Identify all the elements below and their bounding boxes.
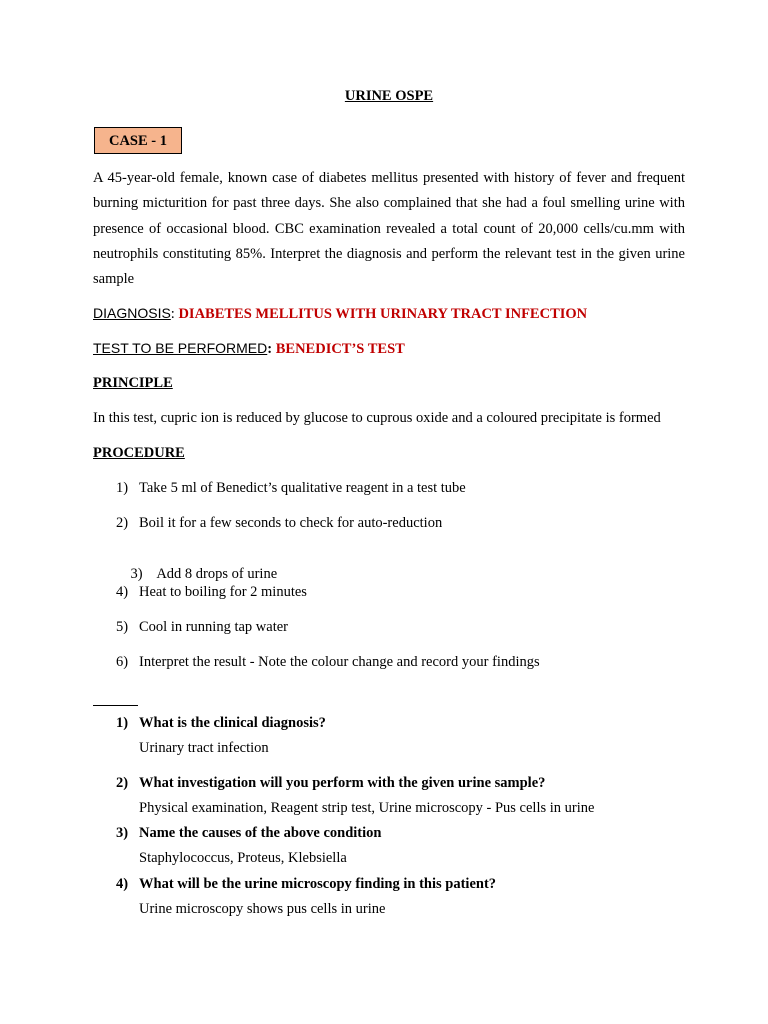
step-number: 2) <box>116 515 129 531</box>
principle-heading: PRINCIPLE <box>93 375 173 391</box>
step-number: 1) <box>116 480 129 496</box>
step-text: Add 8 drops of urine <box>153 566 278 582</box>
question-number: 3) <box>116 825 129 841</box>
step-number: 6) <box>116 654 129 670</box>
diagnosis-value: DIABETES MELLITUS WITH URINARY TRACT INFECTION <box>178 306 588 322</box>
question <box>116 825 381 842</box>
procedure-step <box>116 619 288 636</box>
step-text: Boil it for a few seconds to check for auto-reduction <box>139 515 443 531</box>
question <box>116 715 326 732</box>
question-text: What investigation will you perform with the given urine sample? <box>139 775 546 791</box>
question-number: 1) <box>116 715 129 731</box>
procedure-step <box>116 584 307 601</box>
step-text: Interpret the result - Note the colour change and record your findings <box>139 654 540 670</box>
diagnosis-line <box>93 305 587 323</box>
case-description: A 45-year-old female, known case of diabetes mellitus presented with history of fever and frequent burning micturition for past three days. She also complained that she had a foul smelling urine with presence of occasional blood. CBC examination revealed a total count of 20,000 cells/cu.mm with neutrophils constituting 85%. Interpret the diagnosis and perform the relevant test in the given urine sample <box>93 170 685 288</box>
test-label: TEST TO BE PERFORMED <box>93 340 268 356</box>
test-line <box>93 340 405 358</box>
diagnosis-label: DIAGNOSIS <box>93 305 171 321</box>
step-text: Cool in running tap water <box>139 619 289 635</box>
question-text: What will be the urine microscopy finding in this patient? <box>139 876 497 892</box>
diagnosis-separator: : <box>170 306 179 322</box>
answer-text: Physical examination, Reagent strip test, Urine microscopy - Pus cells in urine <box>139 800 595 816</box>
question-text: Name the causes of the above condition <box>139 825 382 841</box>
case-label-box: CASE - 1 <box>94 127 182 154</box>
answer-text: Urine microscopy shows pus cells in urine <box>139 901 386 917</box>
principle-text: In this test, cupric ion is reduced by glucose to cuprous oxide and a coloured precipitate is formed <box>93 410 661 426</box>
question-text: What is the clinical diagnosis? <box>139 715 326 731</box>
procedure-step <box>116 515 442 532</box>
step-number: 5) <box>116 619 129 635</box>
question <box>116 876 496 893</box>
section-divider <box>93 705 138 706</box>
procedure-step <box>116 654 540 671</box>
question-number: 4) <box>116 876 129 892</box>
answer-text: Urinary tract infection <box>139 740 269 756</box>
test-value: BENEDICT’S TEST <box>275 341 405 357</box>
procedure-heading: PROCEDURE <box>93 445 185 461</box>
step-text: Take 5 ml of Benedict’s qualitative reagent in a test tube <box>139 480 466 496</box>
procedure-step <box>116 480 466 497</box>
step-text: Heat to boiling for 2 minutes <box>139 584 307 600</box>
test-separator: : <box>267 341 276 357</box>
question <box>116 775 545 792</box>
answer-text: Staphylococcus, Proteus, Klebsiella <box>139 850 347 866</box>
page-title: URINE OSPE <box>344 88 434 104</box>
step-number: 4) <box>116 584 129 600</box>
question-number: 2) <box>116 775 129 791</box>
step-number: 3) <box>130 566 143 582</box>
